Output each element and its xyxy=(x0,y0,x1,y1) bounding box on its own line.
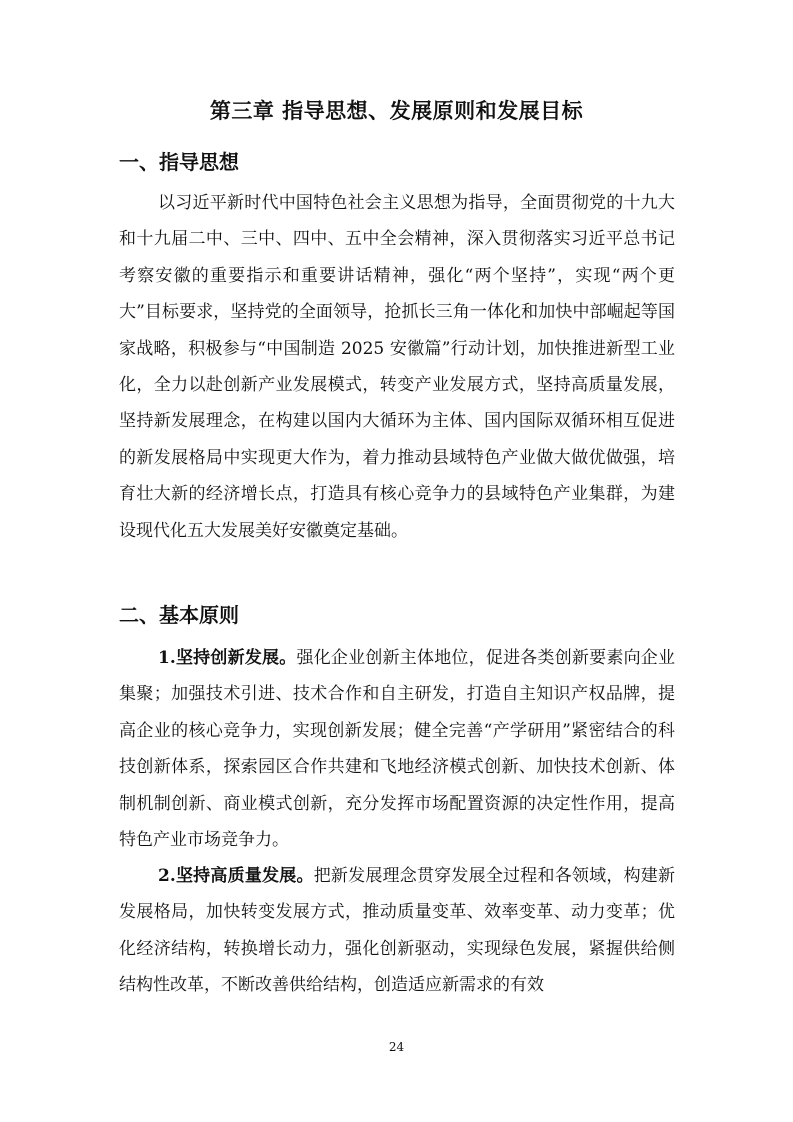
principle-lead-innovation: 1.坚持创新发展。 xyxy=(158,648,297,668)
principle-paragraph-high-quality xyxy=(119,858,675,1004)
section-heading-guiding-ideology: 一、指导思想 xyxy=(119,150,239,174)
principle-paragraph-innovation xyxy=(119,640,675,858)
page-number: 24 xyxy=(388,1040,405,1054)
section-heading-basic-principles: 二、基本原则 xyxy=(119,603,239,627)
principle-text-high-quality: 把新发展理念贯穿发展全过程和各领域，构建新发展格局，加快转变发展方式，推动质量变革、效率变革、动力变革；优化经济结构，转换增长动力，强化创新驱动，实现绿色发展，紧握供给侧结构性改革，不断改善供给结构，创造适应新需求的有效 xyxy=(119,866,675,996)
chapter-title: 第三章 指导思想、发展原则和发展目标 xyxy=(209,99,584,123)
principle-text-innovation: 强化企业创新主体地位，促进各类创新要素向企业集聚；加强技术引进、技术合作和自主研发，打造自主知识产权品牌，提高企业的核心竞争力，实现创新发展；健全完善“产学研用”紧密结合的科技创新体系，探索园区合作共建和飞地经济模式创新、加快技术创新、体制机制创新、商业模式创新，充分发挥市场配置资源的决定性作用，提高特色产业市场竞争力。 xyxy=(119,648,676,851)
principle-lead-high-quality: 2.坚持高质量发展。 xyxy=(158,866,314,886)
guiding-ideology-paragraph: 以习近平新时代中国特色社会主义思想为指导，全面贯彻党的十九大和十九届二中、三中、四中、五中全会精神，深入贯彻落实习近平总书记考察安徽的重要指示和重要讲话精神，强化“两个坚持”，实现“两个更大”目标要求，坚持党的全面领导，抢抓长三角一体化和加快中部崛起等国家战略，积极参与“中国制造 2025 安徽篇”行动计划，加快推进新型工业化，全力以赴创新产业发展模式，转变产业发展方式，坚持高质量发展，坚持新发展理念，在构建以国内大循环为主体、国内国际双循环相互促进的新发展格局中实现更大作为，着力推动县域特色产业做大做优做强，培育壮大新的经济增长点，打造具有核心竞争力的县域特色产业集群，为建设现代化五大发展美好安徽奠定基础。 xyxy=(119,193,675,541)
